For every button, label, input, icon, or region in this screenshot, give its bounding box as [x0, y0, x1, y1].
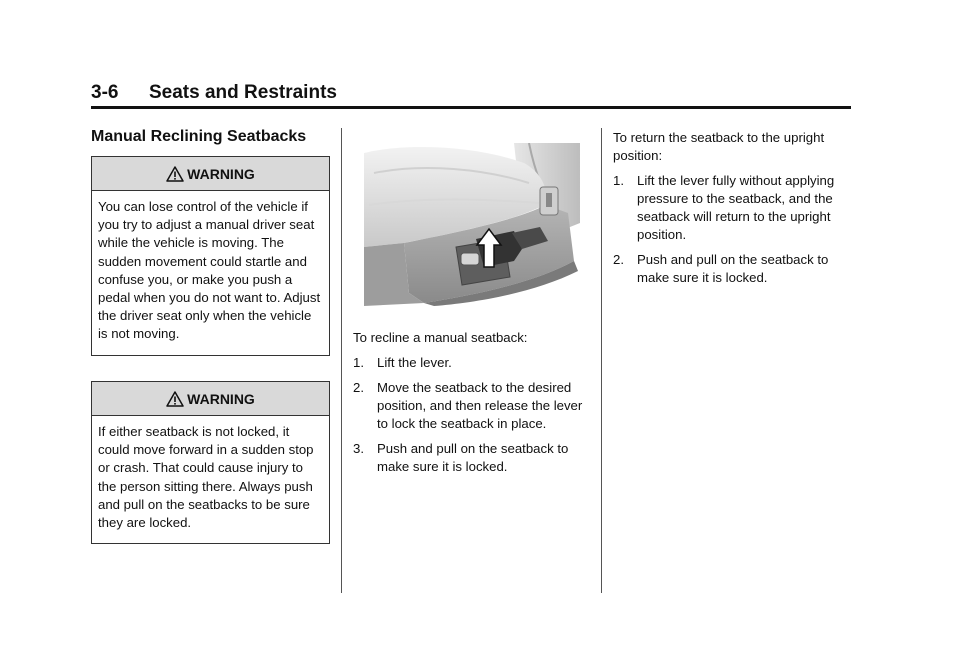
step-number: 1. — [613, 173, 624, 188]
step-text: Lift the lever fully without applying pressure to the seatback, and the seatback will return to the upright position. — [637, 173, 835, 242]
step-text: Lift the lever. — [377, 355, 452, 370]
list-item — [353, 440, 593, 476]
step-number: 2. — [353, 380, 364, 395]
section-title: Manual Reclining Seatbacks — [91, 128, 307, 145]
step-number: 3. — [353, 441, 364, 456]
list-item — [613, 251, 858, 287]
chapter-title: Seats and Restraints — [149, 82, 337, 103]
upright-intro: To return the seatback to the upright position: — [613, 130, 825, 163]
page-header — [91, 80, 851, 109]
step-number: 1. — [353, 355, 364, 370]
warning-header — [92, 382, 329, 416]
warning-text: If either seatback is not locked, it could move forward in a sudden stop or crash. That could cause injury to the person sitting there. Always push and pull on the seatbacks to be sure they are locked. — [98, 424, 314, 531]
warning-label: WARNING — [187, 165, 255, 182]
warning-header — [92, 157, 329, 191]
list-item — [613, 172, 858, 244]
warning-label: WARNING — [187, 390, 255, 407]
recline-intro: To recline a manual seatback: — [353, 330, 528, 345]
step-number: 2. — [613, 252, 624, 267]
page-number: 3-6 — [91, 82, 119, 103]
column-divider-1 — [341, 128, 342, 593]
step-text: Move the seatback to the desired position, and then release the lever to lock the seatback in place. — [377, 380, 583, 431]
warning-box-2 — [91, 381, 330, 544]
column-divider-2 — [601, 128, 602, 593]
list-item — [353, 354, 593, 372]
warning-box-1 — [91, 156, 330, 356]
warning-triangle-icon — [166, 391, 184, 407]
step-text: Push and pull on the seatback to make sure it is locked. — [637, 252, 829, 285]
seat-lever-illustration — [364, 143, 580, 306]
upright-instructions — [613, 129, 858, 294]
recline-instructions — [353, 329, 593, 483]
list-item — [353, 379, 593, 433]
warning-triangle-icon — [166, 166, 184, 182]
warning-text: You can lose control of the vehicle if you try to adjust a manual driver seat while the vehicle is moving. The sudden movement could startle and confuse you, or make you push a pedal when you do not want to. Adjust the driver seat only when the vehicle is not moving. — [98, 199, 321, 342]
step-text: Push and pull on the seatback to make sure it is locked. — [377, 441, 569, 474]
